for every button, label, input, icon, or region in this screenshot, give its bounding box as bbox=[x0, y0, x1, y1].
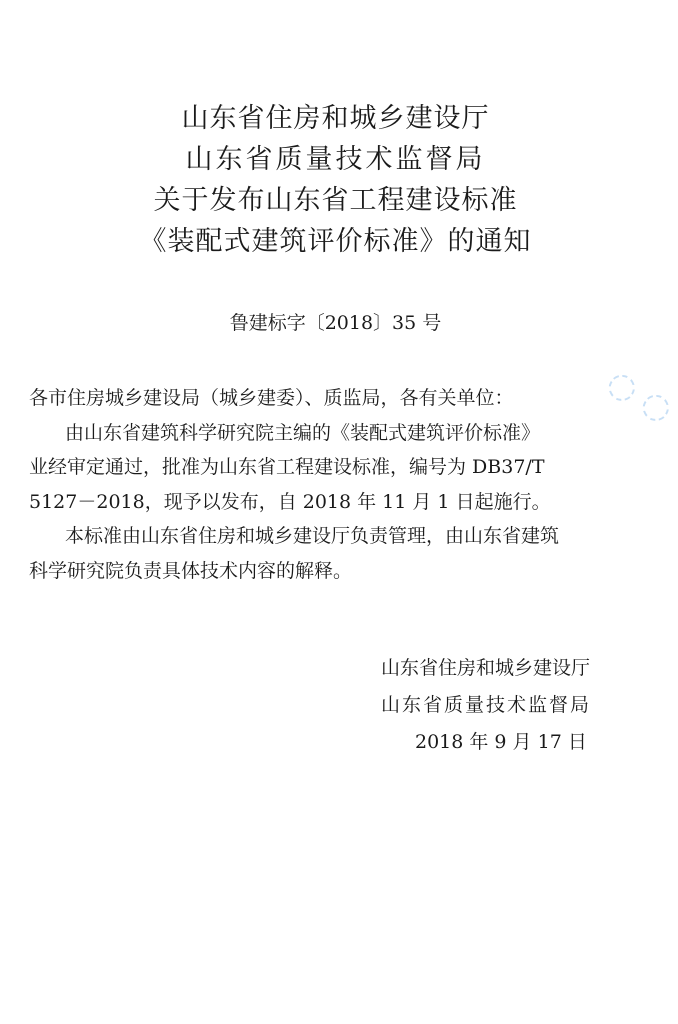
signature-org-2: 山东省质量技术监督局 bbox=[381, 694, 592, 716]
notice-title bbox=[0, 98, 671, 262]
signature-date: 2018 年 9 月 17 日 bbox=[415, 731, 587, 753]
title-line-3: 关于发布山东省工程建设标准 bbox=[153, 185, 518, 216]
signature-org-1: 山东省住房和城乡建设厅 bbox=[381, 657, 591, 679]
paragraph-2-line-1: 本标准由山东省住房和城乡建设厅负责管理，由山东省建筑 bbox=[65, 525, 560, 547]
salutation: 各市住房城乡建设局（城乡建委）、质监局，各有关单位： bbox=[29, 387, 514, 409]
title-line-2: 山东省质量技术监督局 bbox=[185, 144, 486, 175]
notice-body bbox=[29, 381, 641, 588]
paragraph-1-line-2: 业经审定通过，批准为山东省工程建设标准，编号为 DB37/T bbox=[29, 456, 545, 478]
title-line-1: 山东省住房和城乡建设厅 bbox=[181, 103, 490, 134]
watermark-icon: ◌ ◌ bbox=[598, 361, 678, 431]
paragraph-1-line-1: 由山东省建筑科学研究院主编的《装配式建筑评价标准》 bbox=[65, 421, 541, 444]
title-line-4: 《装配式建筑评价标准》的通知 bbox=[139, 226, 532, 257]
document-number: 鲁建标字〔2018〕35 号 bbox=[229, 312, 442, 334]
paragraph-2-line-2: 科学研究院负责具体技术内容的解释。 bbox=[29, 559, 353, 582]
paragraph-1-line-3: 5127－2018，现予以发布，自 2018 年 11 月 1 日起施行。 bbox=[29, 490, 551, 513]
signature-block bbox=[381, 650, 591, 761]
